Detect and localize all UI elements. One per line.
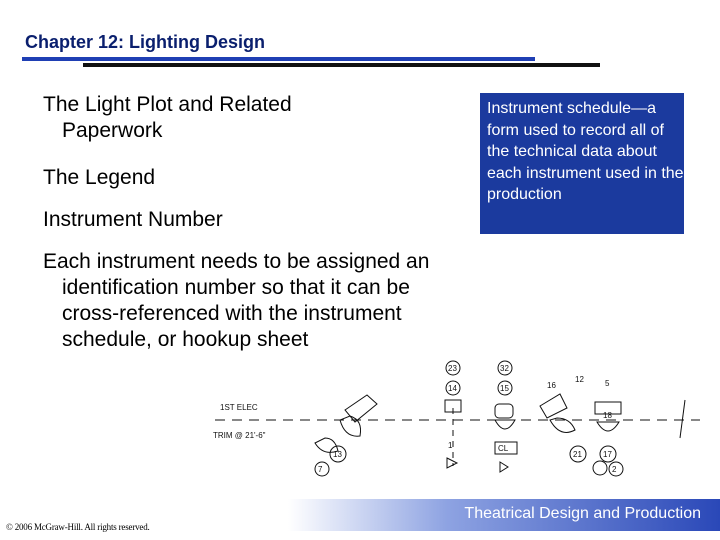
arrow-marker [500,462,508,472]
bullet-description-line3: cross-referenced with the instrument [62,302,402,325]
trim-label: TRIM @ 21'-6" [213,431,266,440]
unit-number: 7 [318,465,323,474]
arrow-marker [447,458,457,468]
unit-circle [593,461,607,475]
bullet-instrument-number: Instrument Number [43,208,223,231]
bullet-light-plot-line2: Paperwork [62,119,163,142]
title-rule-dark [83,63,600,67]
title-rule-blue [22,57,535,61]
unit-number: 14 [448,384,457,393]
light-plot-sketch [195,358,715,486]
bullet-description-line2: identification number so that it can be [62,276,410,299]
instrument-symbol [540,394,567,418]
bullet-description-line1: Each instrument needs to be assigned an [43,250,430,273]
instrument-symbol [495,420,515,429]
unit-number: 21 [573,450,582,459]
unit-number: 2 [612,465,617,474]
unit-number: 15 [500,384,509,393]
unit-number: 13 [333,450,342,459]
copyright-notice: © 2006 McGraw-Hill. All rights reserved. [6,522,150,532]
footer-book-title: Theatrical Design and Production [464,505,701,522]
pipe-label: 1ST ELEC [220,403,258,412]
unit-number: 12 [575,375,584,384]
unit-number: 32 [500,364,509,373]
bullet-legend: The Legend [43,166,156,189]
bullet-light-plot [43,92,443,144]
bullet-description [43,249,473,353]
instrument-symbol [597,422,619,431]
unit-number: 5 [605,379,610,388]
callout-instrument-schedule: Instrument schedule—a form used to record all of the technical data about each instrument used in the production [480,93,684,234]
unit-number: 16 [547,381,556,390]
instrument-symbol [340,416,361,436]
chapter-title: Chapter 12: Lighting Design [25,32,266,52]
bullet-light-plot-line1: The Light Plot and Related [43,93,292,116]
unit-number: 23 [448,364,457,373]
pipe-end-mark [680,400,685,438]
center-label: CL [498,444,509,453]
unit-number: 1 [448,441,453,450]
unit-number: 18 [603,411,612,420]
instrument-symbol [495,404,513,418]
instrument-symbol [345,395,377,422]
bullet-description-line4: schedule, or hookup sheet [62,328,309,351]
unit-number: 17 [603,450,612,459]
